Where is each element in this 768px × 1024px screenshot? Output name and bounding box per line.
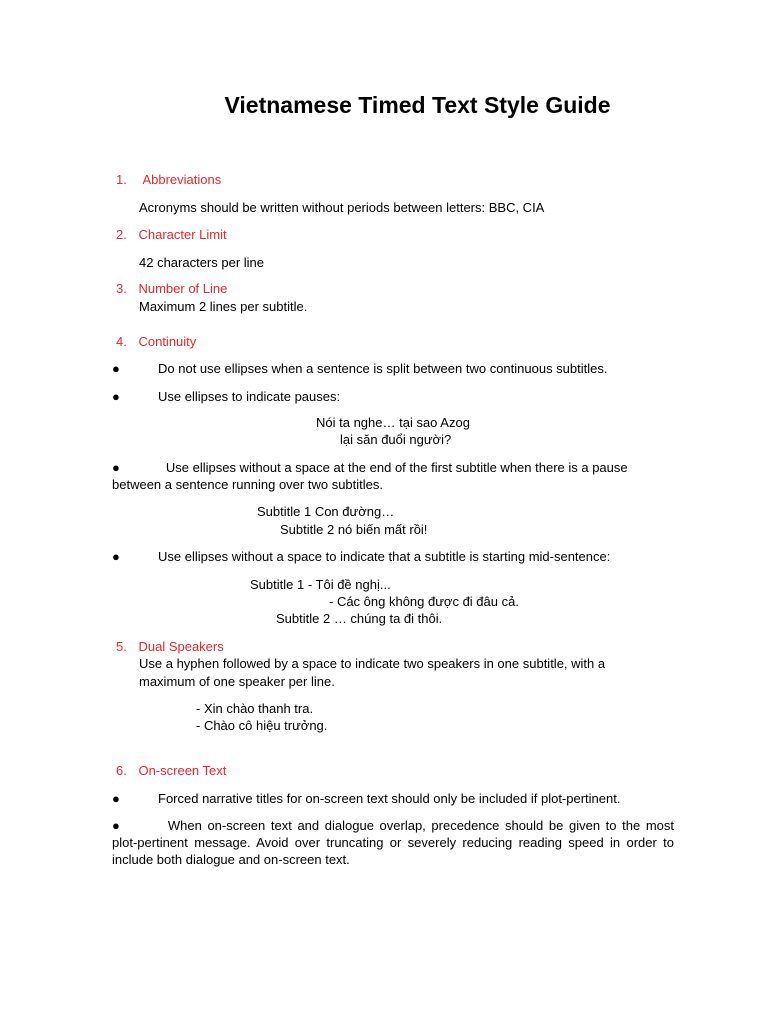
bullet-icon: ● xyxy=(112,361,120,376)
example-line: - Các ông không được đi đâu cả. xyxy=(329,594,519,609)
section-body: maximum of one speaker per line. xyxy=(139,674,335,689)
section-heading-on-screen-text xyxy=(116,762,226,779)
section-title: Abbreviations xyxy=(142,172,222,187)
example-line: lại săn đuổi người? xyxy=(340,432,452,447)
section-heading-number-of-line xyxy=(116,280,227,297)
example-line: - Xin chào thanh tra. xyxy=(196,701,314,716)
section-body: Use a hyphen followed by a space to indicate two speakers in one subtitle, with a xyxy=(139,656,606,671)
bullet-item xyxy=(112,360,120,377)
page-title: Vietnamese Timed Text Style Guide xyxy=(224,92,611,118)
section-title: Character Limit xyxy=(138,227,227,242)
bullet-item xyxy=(112,548,120,565)
bullet-icon: ● xyxy=(112,818,122,833)
example-line: Subtitle 1 - Tôi đề nghị... xyxy=(250,577,391,592)
bullet-icon: ● xyxy=(112,460,120,475)
section-number: 1. xyxy=(116,172,127,187)
example-line: Subtitle 2 nó biến mất rồi! xyxy=(280,522,428,537)
section-number: 4. xyxy=(116,334,127,349)
section-number: 5. xyxy=(116,639,127,654)
bullet-text: Use ellipses without a space to indicate that a subtitle is starting mid-sentence: xyxy=(158,549,611,564)
section-title: Dual Speakers xyxy=(138,639,224,654)
section-heading-character-limit xyxy=(116,226,227,243)
section-body: 42 characters per line xyxy=(139,255,265,270)
section-body: Maximum 2 lines per subtitle. xyxy=(139,299,308,314)
bullet-icon: ● xyxy=(112,791,120,806)
bullet-text: When on-screen text and dialogue overlap, precedence should be given to the most plot-pertinent message. Avoid over truncating or severely reducing reading speed in order to include both dialogue and on-screen text. xyxy=(112,818,675,867)
section-number: 3. xyxy=(116,281,127,296)
bullet-text-continued: between a sentence running over two subtitles. xyxy=(112,477,384,492)
bullet-paragraph xyxy=(112,817,674,868)
example-line: Subtitle 2 … chúng ta đi thôi. xyxy=(276,611,443,626)
section-body: Acronyms should be written without periods between letters: BBC, CIA xyxy=(139,200,545,215)
example-line: Subtitle 1 Con đường… xyxy=(257,504,395,519)
bullet-icon: ● xyxy=(112,389,120,404)
section-title: Number of Line xyxy=(138,281,228,296)
bullet-item xyxy=(112,388,120,405)
bullet-text: Use ellipses to indicate pauses: xyxy=(158,389,341,404)
section-number: 2. xyxy=(116,227,127,242)
bullet-text: Forced narrative titles for on-screen text should only be included if plot-pertinent. xyxy=(158,791,621,806)
section-number: 6. xyxy=(116,763,127,778)
section-title: On-screen Text xyxy=(138,763,227,778)
section-heading-continuity xyxy=(116,333,196,350)
bullet-text: Use ellipses without a space at the end of the first subtitle when there is a pause xyxy=(165,460,628,475)
section-title: Continuity xyxy=(138,334,197,349)
bullet-icon: ● xyxy=(112,549,120,564)
section-heading-dual-speakers xyxy=(116,638,224,655)
section-heading-abbreviations xyxy=(116,171,221,188)
bullet-item xyxy=(112,790,120,807)
example-line: - Chào cô hiệu trưởng. xyxy=(196,718,328,733)
example-line: Nói ta nghe… tại sao Azog xyxy=(316,415,470,430)
bullet-text: Do not use ellipses when a sentence is split between two continuous subtitles. xyxy=(158,361,608,376)
bullet-paragraph xyxy=(112,459,674,493)
